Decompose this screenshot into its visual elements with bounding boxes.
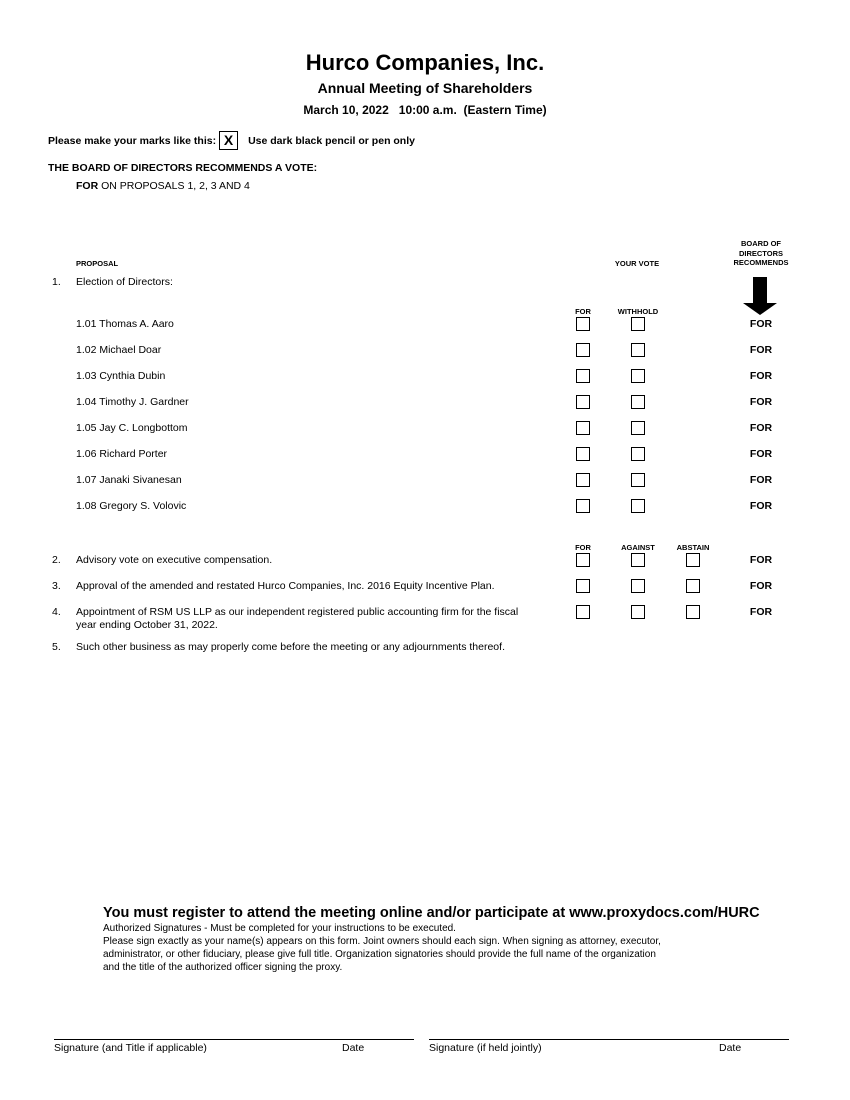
vote-withhold-checkbox[interactable]	[631, 395, 645, 409]
proposal-1-number: 1.	[52, 276, 61, 288]
for-column-header-2: FOR	[575, 543, 591, 552]
vote-for-checkbox[interactable]	[576, 447, 590, 461]
vote-for-checkbox[interactable]	[576, 579, 590, 593]
vote-against-checkbox[interactable]	[631, 553, 645, 567]
against-column-header: AGAINST	[621, 543, 655, 552]
register-notice: You must register to attend the meeting online and/or participate at www.proxydocs.com/HURC	[103, 905, 760, 921]
signature-2-label: Signature (if held jointly)	[429, 1042, 542, 1054]
pen-note: Use dark black pencil or pen only	[248, 134, 415, 147]
vote-withhold-checkbox[interactable]	[631, 447, 645, 461]
director-name: 1.05 Jay C. Longbottom	[76, 422, 188, 434]
for-column-header: FOR	[575, 307, 591, 316]
date-2-label: Date	[719, 1042, 742, 1054]
abstain-column-header: ABSTAIN	[676, 543, 710, 552]
director-name: 1.03 Cynthia Dubin	[76, 370, 166, 382]
board-rec-line-1: BOARD OF	[741, 239, 781, 248]
meeting-title: Annual Meeting of Shareholders	[317, 80, 533, 96]
vote-against-checkbox[interactable]	[631, 605, 645, 619]
proposal-number: 3.	[52, 580, 61, 592]
sign-instructions-line-1: Please sign exactly as your name(s) appears on this form. Joint owners should each sign. When signing as attorney, executor,	[103, 936, 661, 947]
date-1-label: Date	[342, 1042, 365, 1054]
proposal-column-header: PROPOSAL	[76, 259, 119, 268]
marks-label: Please make your marks like this:	[48, 134, 217, 147]
board-rec-line-2: DIRECTORS	[738, 248, 784, 258]
board-recommends-heading: THE BOARD OF DIRECTORS RECOMMENDS A VOTE:	[48, 162, 318, 174]
signature-line-1[interactable]	[54, 1039, 414, 1040]
director-name: 1.01 Thomas A. Aaro	[76, 318, 174, 330]
for-word: FOR	[76, 180, 99, 192]
director-name: 1.06 Richard Porter	[76, 448, 168, 460]
vote-for-checkbox[interactable]	[576, 395, 590, 409]
board-recommendation: FOR	[749, 344, 773, 356]
board-recommendation: FOR	[749, 500, 773, 512]
proposal-text-line-1: Appointment of RSM US LLP as our independent registered public accounting firm for the fiscal	[76, 606, 519, 618]
director-name: 1.04 Timothy J. Gardner	[76, 396, 189, 408]
proposal-text: Advisory vote on executive compensation.	[76, 554, 273, 566]
director-name: 1.08 Gregory S. Volovic	[76, 500, 187, 512]
proposal-text-line-2: year ending October 31, 2022.	[76, 619, 218, 631]
board-recommendation: FOR	[749, 318, 773, 330]
vote-for-checkbox[interactable]	[576, 499, 590, 513]
vote-withhold-checkbox[interactable]	[631, 343, 645, 357]
company-title: Hurco Companies, Inc.	[305, 50, 545, 75]
vote-abstain-checkbox[interactable]	[686, 553, 700, 567]
vote-withhold-checkbox[interactable]	[631, 499, 645, 513]
down-arrow-icon	[753, 277, 767, 303]
board-recommendation: FOR	[749, 606, 773, 618]
meeting-datetime: March 10, 2022 10:00 a.m. (Eastern Time)	[303, 103, 547, 117]
director-name: 1.07 Janaki Sivanesan	[76, 474, 182, 486]
vote-against-checkbox[interactable]	[631, 579, 645, 593]
board-recommendation: FOR	[749, 448, 773, 460]
vote-withhold-checkbox[interactable]	[631, 473, 645, 487]
proposal-number: 5.	[52, 641, 61, 653]
proposal-number: 2.	[52, 554, 61, 566]
for-proposals-line	[76, 180, 250, 192]
board-recommendation: FOR	[749, 474, 773, 486]
vote-for-checkbox[interactable]	[576, 343, 590, 357]
vote-withhold-checkbox[interactable]	[631, 369, 645, 383]
vote-for-checkbox[interactable]	[576, 605, 590, 619]
board-recommendation: FOR	[749, 422, 773, 434]
sign-instructions-line-3: and the title of the authorized officer signing the proxy.	[103, 962, 343, 973]
vote-abstain-checkbox[interactable]	[686, 579, 700, 593]
vote-abstain-checkbox[interactable]	[686, 605, 700, 619]
vote-withhold-checkbox[interactable]	[631, 421, 645, 435]
for-proposals-text: ON PROPOSALS 1, 2, 3 AND 4	[98, 180, 250, 192]
signature-line-2[interactable]	[429, 1039, 789, 1040]
sample-mark-box: X	[219, 131, 238, 150]
board-recommends-column-header	[726, 239, 796, 268]
vote-for-checkbox[interactable]	[576, 317, 590, 331]
vote-withhold-checkbox[interactable]	[631, 317, 645, 331]
proposal-number: 4.	[52, 606, 61, 618]
board-recommendation: FOR	[749, 580, 773, 592]
board-rec-line-3: RECOMMENDS	[733, 258, 789, 267]
vote-for-checkbox[interactable]	[576, 553, 590, 567]
proposal-text: Approval of the amended and restated Hurco Companies, Inc. 2016 Equity Incentive Plan.	[76, 580, 495, 592]
board-recommendation: FOR	[749, 554, 773, 566]
signature-1-label: Signature (and Title if applicable)	[54, 1042, 207, 1054]
director-name: 1.02 Michael Doar	[76, 344, 162, 356]
vote-for-checkbox[interactable]	[576, 421, 590, 435]
board-recommendation: FOR	[749, 396, 773, 408]
proposal-1-title: Election of Directors:	[76, 276, 173, 288]
withhold-column-header: WITHHOLD	[617, 307, 659, 316]
proposal-text: Such other business as may properly come before the meeting or any adjournments thereof.	[76, 641, 505, 653]
board-recommendation: FOR	[749, 370, 773, 382]
vote-for-checkbox[interactable]	[576, 473, 590, 487]
sign-instructions-line-2: administrator, or other fiduciary, please give full title. Organization signatories should provide the full name of the organization	[103, 949, 656, 960]
authorized-signatures-note: Authorized Signatures - Must be completed for your instructions to be executed.	[103, 923, 456, 934]
down-arrow-head-icon	[743, 303, 777, 315]
your-vote-column-header: YOUR VOTE	[614, 259, 660, 268]
vote-for-checkbox[interactable]	[576, 369, 590, 383]
marks-instructions	[48, 131, 415, 150]
